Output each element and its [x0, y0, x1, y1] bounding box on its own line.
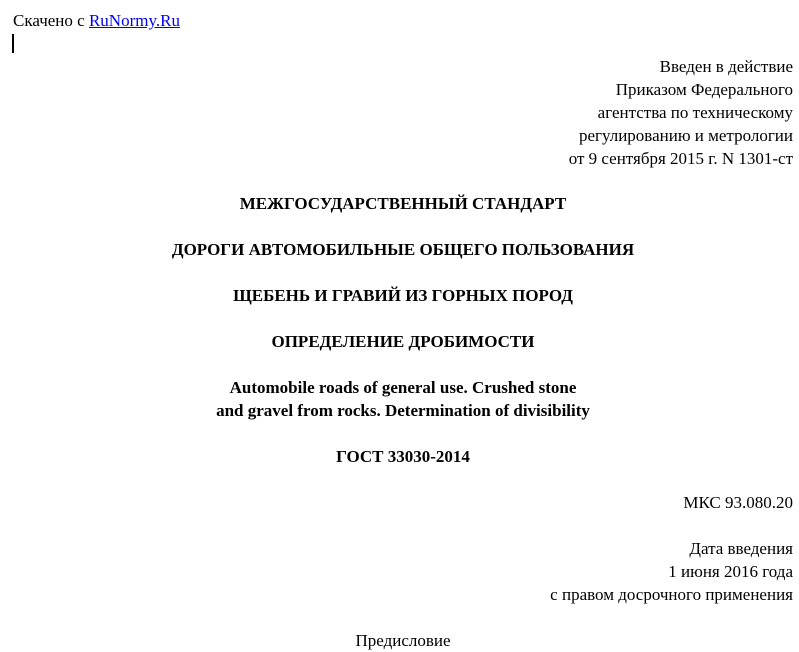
english-title-line-2: and gravel from rocks. Determination of divisibility [216, 401, 590, 420]
intro-date-value: 1 июня 2016 года [668, 562, 793, 581]
title-line-1: ДОРОГИ АВТОМОБИЛЬНЫЕ ОБЩЕГО ПОЛЬЗОВАНИЯ [171, 240, 635, 259]
text-cursor [12, 34, 14, 53]
approval-line-1: Введен в действие [659, 57, 793, 76]
approval-line-4: регулированию и метрологии [578, 126, 793, 145]
foreword-heading: Предисловие [355, 631, 451, 650]
intro-date-label: Дата введения [689, 539, 793, 558]
standard-type-heading: МЕЖГОСУДАРСТВЕННЫЙ СТАНДАРТ [239, 194, 567, 213]
gost-number: ГОСТ 33030-2014 [336, 447, 470, 466]
approval-line-3: агентства по техническому [597, 103, 793, 122]
mks-code: МКС 93.080.20 [683, 493, 793, 512]
approval-line-2: Приказом Федерального [615, 80, 793, 99]
approval-line-5: от 9 сентября 2015 г. N 1301-ст [568, 149, 793, 168]
title-line-2: ЩЕБЕНЬ И ГРАВИЙ ИЗ ГОРНЫХ ПОРОД [233, 286, 573, 305]
source-link[interactable]: RuNormy.Ru [88, 11, 180, 30]
title-line-3: ОПРЕДЕЛЕНИЕ ДРОБИМОСТИ [271, 332, 535, 351]
source-line [13, 9, 180, 32]
source-prefix: Скачено с [13, 11, 85, 30]
english-title-line-1: Automobile roads of general use. Crushed stone [229, 378, 577, 397]
intro-date-note: с правом досрочного применения [550, 585, 793, 604]
